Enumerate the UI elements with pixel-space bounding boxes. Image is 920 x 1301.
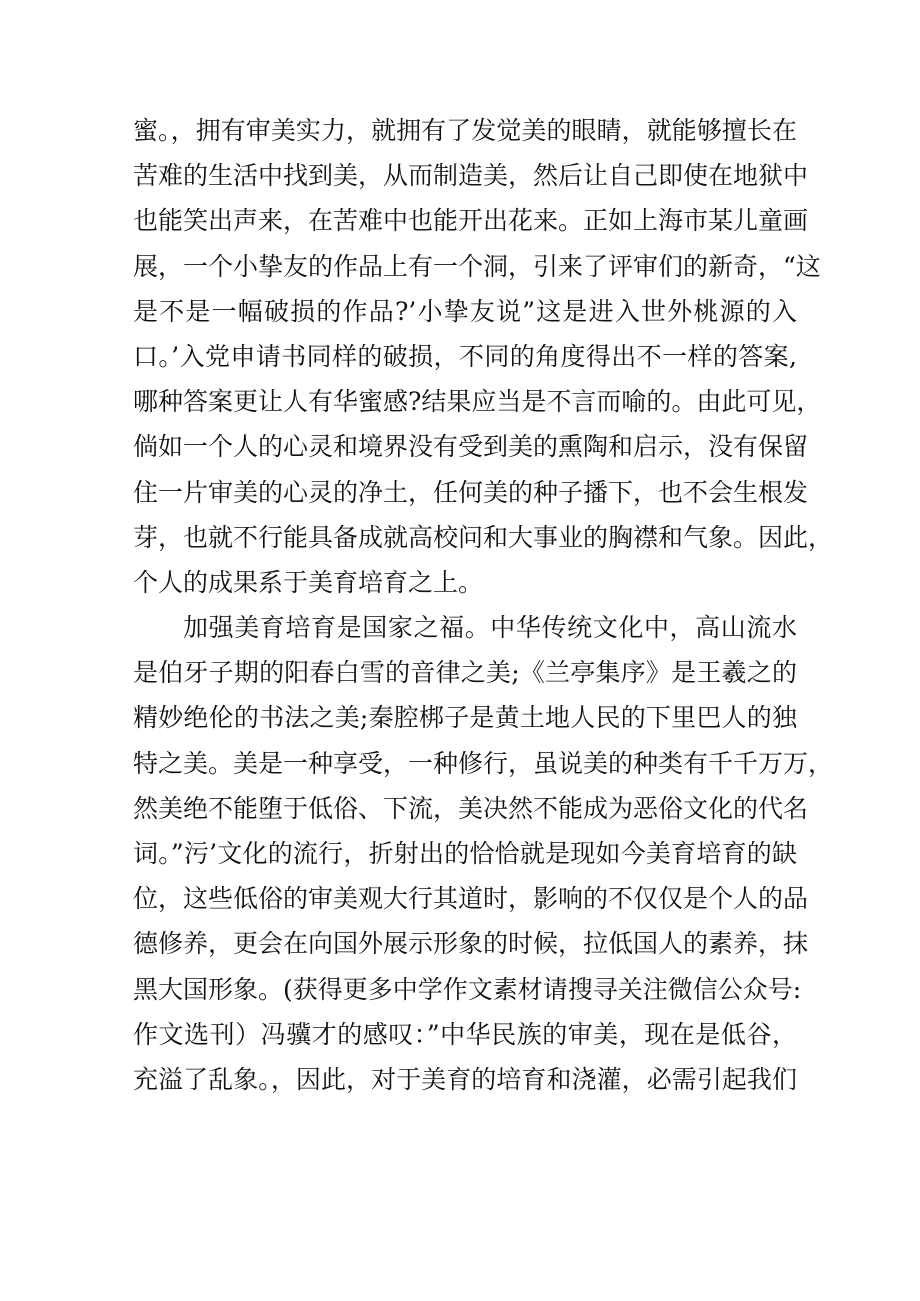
text-line: 是不是一幅破损的作品?’小挚友说”这是进入世外桃源的入: [133, 296, 797, 326]
text-line: 特之美。美是一种享受，一种修行，虽说美的种类有千千万万，: [133, 748, 834, 778]
text-line: 口。’入党申请书同样的破损，不同的角度得出不一样的答案,: [133, 341, 797, 371]
text-line: 住一片审美的心灵的净土，任何美的种子播下，也不会生根发: [133, 477, 809, 507]
body-text: [133, 108, 834, 1102]
paragraph-first-line: 加强美育培育是国家之福。中华传统文化中，高山流水: [183, 613, 797, 643]
text-line: 芽，也就不行能具备成就高校问和大事业的胸襟和气象。因此，: [133, 522, 834, 552]
text-line: 是伯牙子期的阳春白雪的音律之美;《兰亭集序》是王羲之的: [133, 658, 797, 688]
text-line: 作文选刊）冯骥才的感叹：”中华民族的审美，现在是低谷，: [133, 1019, 797, 1049]
text-line: 位，这些低俗的审美观大行其道时，影响的不仅仅是个人的品: [133, 884, 809, 914]
paragraph-end-line: 个人的成果系于美育培育之上。: [133, 567, 484, 597]
text-line: 然美绝不能堕于低俗、下流，美决然不能成为恶俗文化的代名: [133, 793, 809, 823]
text-line: 哪种答案更让人有华蜜感?结果应当是不言而喻的。由此可见，: [133, 387, 822, 417]
text-line: 也能笑出声来，在苦难中也能开出花来。正如上海市某儿童画: [133, 206, 809, 236]
text-line: 蜜。，拥有审美实力，就拥有了发觉美的眼睛，就能够擅长在: [133, 116, 797, 145]
text-line: 展，一个小挚友的作品上有一个洞，引来了评审们的新奇，“这: [133, 251, 821, 281]
text-line: 苦难的生活中找到美，从而制造美，然后让自己即使在地狱中: [133, 161, 809, 191]
text-line: 德修养，更会在向国外展示形象的时候，拉低国人的素养，抹: [133, 929, 809, 959]
text-line: 词。”污’文化的流行，折射出的恰恰就是现如今美育培育的缺: [133, 839, 797, 868]
text-line: 黑大国形象。(获得更多中学作文素材请搜寻关注微信公众号:: [133, 974, 802, 1004]
text-line: 倘如一个人的心灵和境界没有受到美的熏陶和启示，没有保留: [133, 432, 809, 462]
text-line: 充溢了乱象。，因此，对于美育的培育和浇灌，必需引起我们: [133, 1064, 797, 1094]
text-line: 精妙绝伦的书法之美;秦腔梆子是黄土地人民的下里巴人的独: [133, 703, 797, 733]
